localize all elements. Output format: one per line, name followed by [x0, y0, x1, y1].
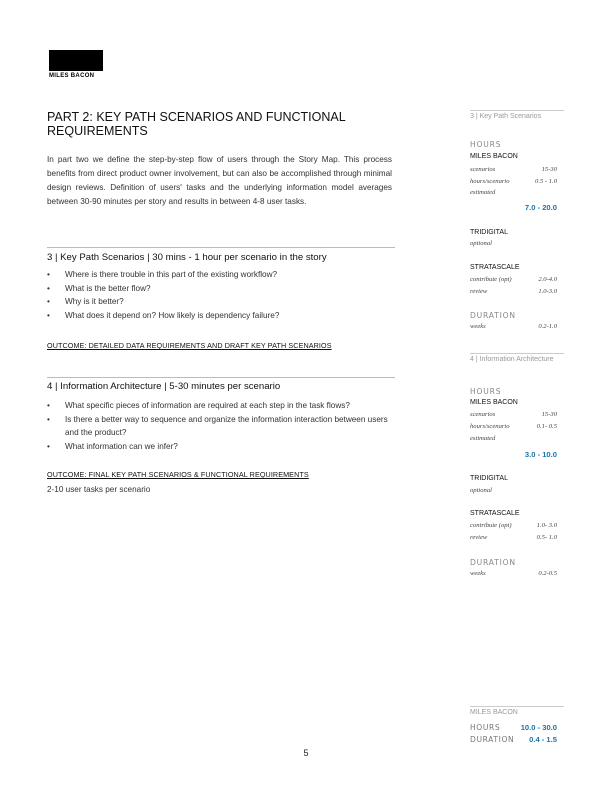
estimate-row [470, 522, 557, 529]
summary-hours-label: HOURS [470, 723, 501, 732]
list-item: • What specific pieces of information are required at each step in the task flows? [47, 399, 397, 413]
org-name: STRATASCALE [470, 264, 520, 271]
duration-label: DURATION [470, 311, 516, 320]
duration-row [470, 323, 557, 330]
org-name: TRIDIGITAL [470, 475, 508, 482]
estimate-value: 2.0-4.0 [538, 276, 557, 283]
section-3-outcome: OUTCOME: DETAILED DATA REQUIREMENTS AND DRAFT KEY PATH SCENARIOS [47, 341, 332, 350]
estimate-value: 1.0- 3.0 [536, 522, 557, 529]
sidebar-divider [470, 353, 564, 354]
org-name: TRIDIGITAL [470, 229, 508, 236]
estimate-label: optional [470, 240, 492, 247]
estimate-row [470, 166, 557, 173]
org-name: STRATASCALE [470, 510, 520, 517]
org-name: MILES BACON [470, 153, 518, 160]
estimate-value: 0.5 - 1.0 [535, 178, 557, 185]
hours-label: HOURS [470, 387, 502, 396]
list-item: • What information can we infer? [47, 440, 397, 454]
duration-unit: weeks [470, 570, 486, 577]
sidebar-divider [470, 110, 564, 111]
summary-duration-label: DURATION [470, 735, 515, 744]
section-divider [47, 377, 395, 378]
section-4-bullets [47, 399, 397, 453]
section-3-heading: 3 | Key Path Scenarios | 30 mins - 1 hour per scenario in the story [47, 252, 327, 263]
estimate-value: 0.1- 0.5 [536, 423, 557, 430]
section-4-heading: 4 | Information Architecture | 5-30 minutes per scenario [47, 381, 281, 392]
estimate-row [470, 423, 557, 430]
estimate-row [470, 411, 557, 418]
list-item: • What is the better flow? [47, 282, 397, 296]
sidebar-divider [470, 706, 564, 707]
duration-label: DURATION [470, 558, 516, 567]
org-note [470, 240, 557, 247]
estimate-row [470, 534, 557, 541]
org-name: MILES BACON [470, 399, 518, 406]
section-4-outcome: OUTCOME: FINAL KEY PATH SCENARIOS & FUNCTIONAL REQUIREMENTS [47, 470, 309, 479]
list-item: • Is there a better way to sequence and organize the information interaction between users and the product? [47, 413, 397, 440]
estimate-row [470, 189, 557, 196]
summary-org: MILES BACON [470, 709, 518, 716]
duration-unit: weeks [470, 323, 486, 330]
estimate-total: 7.0 - 20.0 [524, 203, 557, 212]
list-item: • Where is there trouble in this part of the existing workflow? [47, 268, 397, 282]
summary-duration [470, 735, 557, 744]
estimate-label: hours/scenario [470, 178, 510, 185]
estimate-label: estimated [470, 189, 496, 196]
summary-hours [470, 723, 557, 732]
sidebar-section-3-title: 3 | Key Path Scenarios [470, 113, 542, 120]
duration-row [470, 570, 557, 577]
estimate-value: 15-30 [541, 411, 557, 418]
section-3-bullets [47, 268, 397, 322]
page-title: PART 2: KEY PATH SCENARIOS AND FUNCTIONAL REQUIREMENTS [47, 110, 346, 138]
duration-value: 0.2-1.0 [538, 323, 557, 330]
estimate-row [470, 288, 557, 295]
list-item: • Why is it better? [47, 295, 397, 309]
estimate-value: 15-30 [541, 166, 557, 173]
estimate-value: 1.0-3.0 [538, 288, 557, 295]
estimate-label: scenarios [470, 166, 496, 173]
duration-value: 0.2-0.5 [538, 570, 557, 577]
summary-hours-value: 10.0 - 30.0 [520, 723, 557, 732]
section-divider [47, 247, 395, 248]
estimate-row [470, 435, 557, 442]
estimate-value: 0.5- 1.0 [536, 534, 557, 541]
org-note [470, 487, 557, 494]
estimate-label: hours/scenario [470, 423, 510, 430]
estimate-label: review [470, 534, 488, 541]
page-number: 5 [303, 748, 309, 758]
estimate-row [470, 178, 557, 185]
logo-text: MILES BACON [49, 73, 95, 79]
estimate-label: estimated [470, 435, 496, 442]
estimate-total: 3.0 - 10.0 [524, 450, 557, 459]
estimate-label: contribute (opt) [470, 276, 512, 283]
estimate-row [470, 276, 557, 283]
estimate-label: optional [470, 487, 492, 494]
section-4-note: 2-10 user tasks per scenario [47, 485, 151, 494]
logo-mark [49, 50, 103, 71]
hours-label: HOURS [470, 140, 502, 149]
sidebar-section-4-title: 4 | Information Architecture [470, 356, 554, 363]
list-item: • What does it depend on? How likely is dependency failure? [47, 309, 397, 323]
estimate-label: review [470, 288, 488, 295]
estimate-label: contribute (opt) [470, 522, 512, 529]
summary-duration-value: 0.4 - 1.5 [529, 735, 557, 744]
estimate-label: scenarios [470, 411, 496, 418]
intro-paragraph: In part two we define the step-by-step flow of users through the Story Map. This process benefits from direct product owner involvement, but can also be accomplished through minimal design reviews. Definition of users' tasks and the underlying information model averages between 30-90 minutes per story and results in between 4-8 user tasks. [47, 155, 392, 206]
